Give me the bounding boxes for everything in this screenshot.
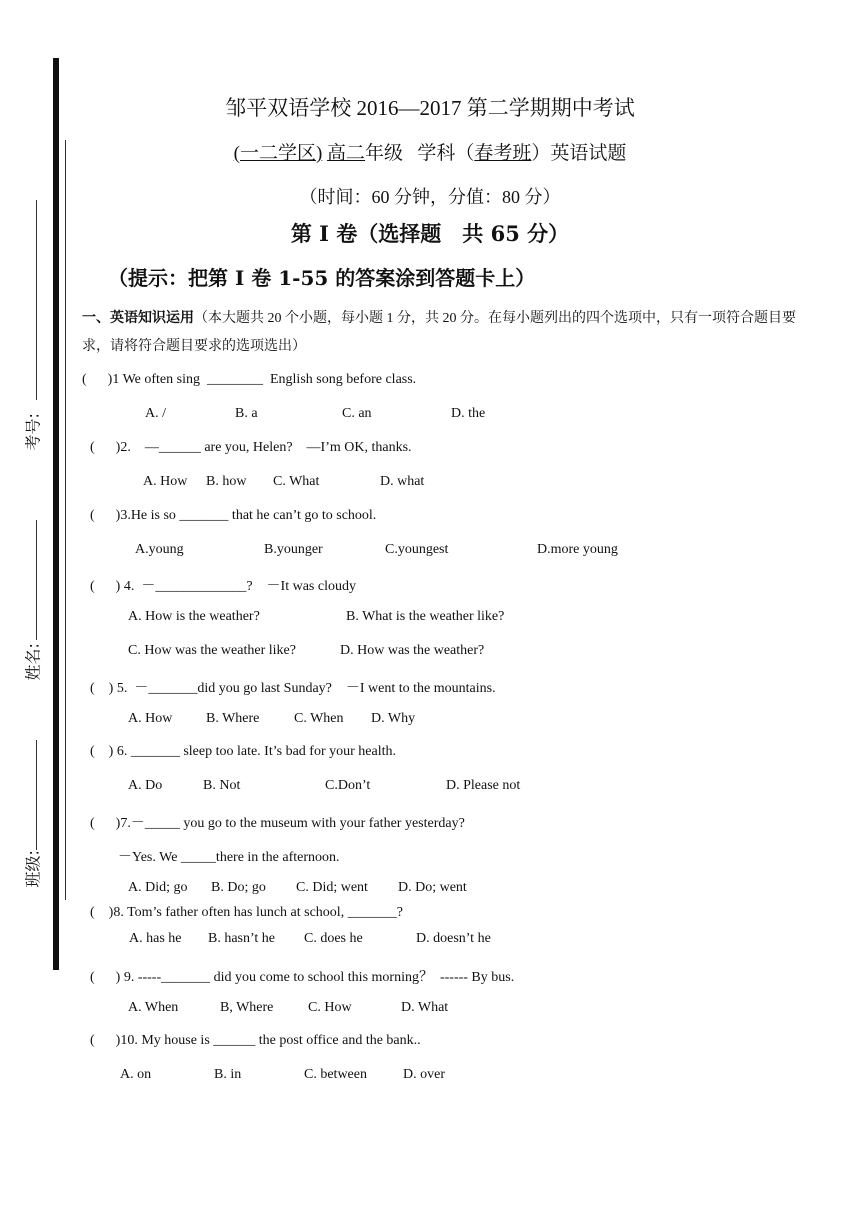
name-blank (36, 520, 37, 640)
question-3-option-d: D.more young (537, 542, 618, 557)
class-label: 班级: (23, 850, 43, 888)
grade-suffix: 年级 (365, 143, 404, 164)
question-4-option-b: B. What is the weather like? (346, 609, 505, 624)
question-6-option-d: D. Please not (446, 778, 521, 793)
question-5-stem: ( ) 5. －_______did you go last Sunday? －I went to the mountains. (90, 681, 496, 696)
question-4-stem: ( ) 4. －_____________? －It was cloudy (90, 579, 356, 594)
question-1-option-d: D. the (451, 406, 486, 421)
question-6-option-c: C.Don’t (325, 778, 371, 793)
question-10-stem: ( )10. My house is ______ the post office and the bank.. (90, 1033, 421, 1048)
question-9-stem: ( ) 9. -----_______ did you come to school this morning？ ------ By bus. (90, 970, 515, 985)
part1-title: 一、英语知识运用 (82, 310, 194, 326)
question-6-option-a: A. Do (128, 778, 163, 793)
class-blank (36, 740, 37, 850)
question-3-option-b: B.younger (264, 542, 323, 557)
question-7-stem-2: －Yes. We _____there in the afternoon. (118, 850, 340, 865)
question-5-option-a: A. How (128, 711, 173, 726)
exam-subtitle (0, 138, 860, 165)
binding-line (65, 140, 66, 900)
question-2-option-d: D. what (380, 474, 425, 489)
exam-title: 邹平双语学校 2016—2017 第二学期期中考试 (225, 96, 635, 120)
subject: 春考班 (474, 143, 532, 164)
question-9-option-b: B, Where (220, 1000, 274, 1015)
question-6-stem: ( ) 6. _______ sleep too late. It’s bad for your health. (90, 744, 396, 759)
question-5-option-b: B. Where (206, 711, 260, 726)
question-6-option-b: B. Not (203, 778, 241, 793)
question-9-option-d: D. What (401, 1000, 449, 1015)
subject-suffix: ）英语试题 (531, 143, 627, 164)
district: (一二学区) (233, 143, 323, 164)
question-10-option-d: D. over (403, 1067, 445, 1082)
question-1-stem: ( )1 We often sing ________ English song before class. (82, 372, 417, 387)
question-3-option-a: A.young (135, 542, 184, 557)
section-heading: 第 I 卷（选择题 共 65 分） (290, 221, 570, 246)
question-7-option-d: D. Do; went (398, 880, 467, 895)
question-4-option-c: C. How was the weather like? (128, 643, 296, 658)
exam-no-label: 考号: (23, 413, 43, 451)
question-8-option-c: C. does he (304, 931, 363, 946)
question-2-option-c: C. What (273, 474, 320, 489)
question-1-option-a: A. / (145, 406, 166, 421)
subject-prefix: 学科（ (417, 143, 475, 164)
question-8-option-b: B. hasn’t he (208, 931, 276, 946)
question-2-option-a: A. How (143, 474, 188, 489)
question-4-option-d: D. How was the weather? (340, 643, 485, 658)
question-10-option-a: A. on (120, 1067, 152, 1082)
grade: 高二 (327, 143, 366, 164)
question-4-option-a: A. How is the weather? (128, 609, 260, 624)
question-7-stem: ( )7.－_____ you go to the museum with your father yesterday? (90, 816, 465, 831)
answer-tip: （提示：把第 I 卷 1-55 的答案涂到答题卡上） (108, 266, 536, 290)
question-7-option-a: A. Did; go (128, 880, 188, 895)
question-1-option-b: B. a (235, 406, 258, 421)
part1-instructions: （本大题共 20 个小题，每小题 1 分，共 20 分。在每小题列出的四个选项中，只有一项符合题目要求，请将符合题目要求的选项选出） (82, 311, 796, 354)
question-8-option-a: A. has he (129, 931, 182, 946)
question-8-option-d: D. doesn’t he (416, 931, 491, 946)
question-5-option-c: C. When (294, 711, 344, 726)
question-10-option-c: C. between (304, 1067, 367, 1082)
part1-heading (82, 304, 802, 361)
question-9-option-c: C. How (308, 1000, 352, 1015)
question-3-option-c: C.youngest (385, 542, 449, 557)
question-2-stem: ( )2. —______ are you, Helen? —I’m OK, thanks. (90, 440, 412, 455)
question-2-option-b: B. how (206, 474, 247, 489)
question-9-option-a: A. When (128, 1000, 179, 1015)
question-7-option-b: B. Do; go (211, 880, 266, 895)
time-info: （时间：60 分钟，分值：80 分） (299, 187, 561, 207)
question-1-option-c: C. an (342, 406, 372, 421)
question-5-option-d: D. Why (371, 711, 416, 726)
question-7-option-c: C. Did; went (296, 880, 368, 895)
question-10-option-b: B. in (214, 1067, 242, 1082)
name-label: 姓名: (23, 643, 43, 681)
question-3-stem: ( )3.He is so _______ that he can’t go to school. (90, 508, 377, 523)
question-8-stem: ( )8. Tom’s father often has lunch at school, _______? (90, 905, 403, 920)
